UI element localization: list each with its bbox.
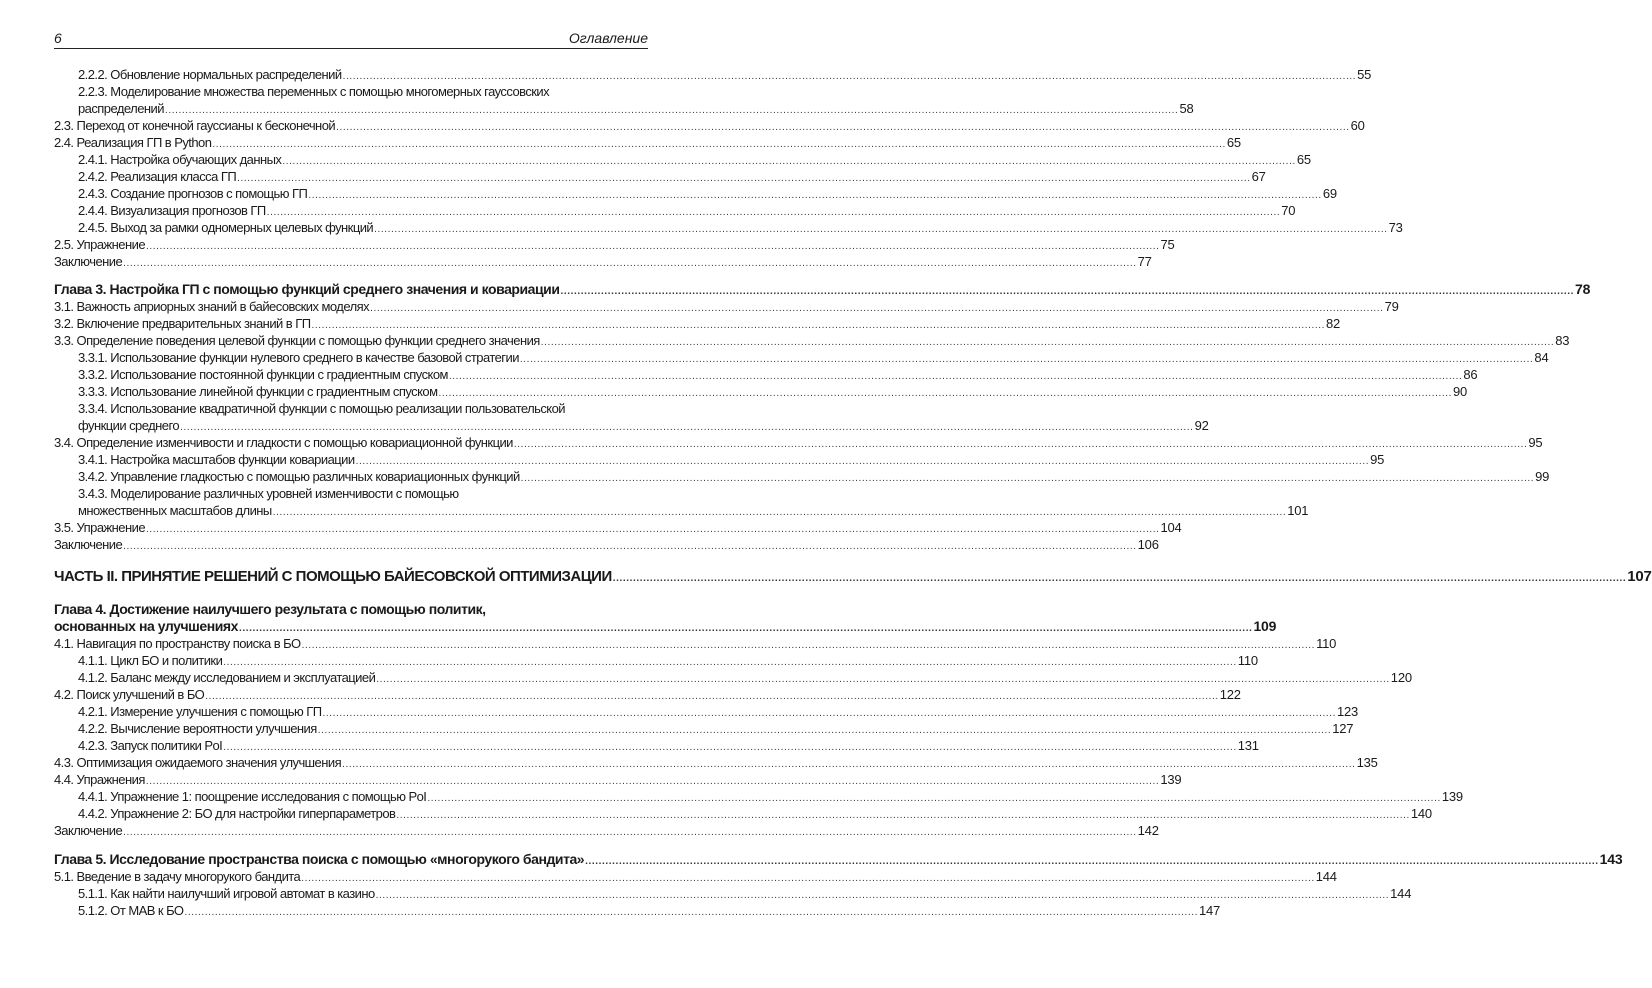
toc-line bbox=[54, 652, 1258, 669]
entry-page-number: 84 bbox=[1534, 350, 1549, 365]
entry-title: 4.4.1. Упражнение 1: поощрение исследования с помощью PoI bbox=[78, 789, 427, 804]
toc-entry[interactable] bbox=[54, 236, 1175, 253]
toc-line bbox=[54, 219, 1403, 236]
entry-title: 2.3. Переход от конечной гауссианы к бесконечной bbox=[54, 118, 336, 133]
toc-line bbox=[54, 771, 1182, 788]
toc-line bbox=[54, 66, 1372, 83]
entry-page-number: 139 bbox=[1160, 772, 1182, 787]
dot-leader: ............................................................................................................................................................................................................................................................................................................ bbox=[184, 907, 1198, 918]
entry-page-number: 120 bbox=[1390, 670, 1412, 685]
toc-line bbox=[54, 502, 1309, 519]
entry-page-number: 67 bbox=[1251, 169, 1266, 184]
entry-title: 4.2. Поиск улучшений в БО bbox=[54, 687, 205, 702]
dot-leader: ............................................................................................................................................................................................................................................................................................................ bbox=[376, 674, 1390, 685]
toc-line bbox=[54, 253, 1152, 270]
toc-line bbox=[54, 400, 648, 417]
entry-title: 2.4.4. Визуализация прогнозов ГП bbox=[78, 203, 266, 218]
entry-page-number: 142 bbox=[1137, 823, 1159, 838]
entry-page-number: 82 bbox=[1326, 316, 1341, 331]
entry-title: 3.3.4. Использование квадратичной функции с помощью реализации пользовательской bbox=[78, 401, 565, 416]
dot-leader: ............................................................................................................................................................................................................................................................................................................ bbox=[238, 623, 1253, 634]
entry-page-number: 70 bbox=[1281, 203, 1296, 218]
entry-title: 3.5. Упражнение bbox=[54, 520, 145, 535]
toc-line bbox=[54, 519, 1182, 536]
entry-page-number: 144 bbox=[1390, 886, 1412, 901]
entry-page-number: 78 bbox=[1574, 281, 1591, 297]
toc-line bbox=[54, 366, 1478, 383]
toc-line bbox=[54, 383, 1468, 400]
entry-page-number: 65 bbox=[1226, 135, 1241, 150]
dot-leader: ............................................................................................................................................................................................................................................................................................................ bbox=[272, 507, 1287, 518]
entry-title: 3.3.1. Использование функции нулевого среднего в качестве базовой стратегии bbox=[78, 350, 519, 365]
dot-leader: ............................................................................................................................................................................................................................................................................................................ bbox=[342, 71, 1357, 82]
dot-leader: ............................................................................................................................................................................................................................................................................................................ bbox=[396, 810, 1410, 821]
entry-page-number: 106 bbox=[1137, 537, 1159, 552]
toc-line bbox=[54, 703, 1359, 720]
toc-entry[interactable] bbox=[54, 315, 1341, 332]
dot-leader: ............................................................................................................................................................................................................................................................................................................ bbox=[342, 759, 1356, 770]
entry-title: Глава 3. Настройка ГП с помощью функций среднего значения и ковариации bbox=[54, 281, 560, 297]
toc-line bbox=[54, 117, 1365, 134]
toc-entry[interactable] bbox=[54, 434, 1543, 451]
entry-page-number: 104 bbox=[1160, 520, 1182, 535]
toc-line bbox=[54, 568, 1652, 586]
entry-page-number: 77 bbox=[1137, 254, 1152, 269]
entry-page-number: 92 bbox=[1194, 418, 1209, 433]
dot-leader: ............................................................................................................................................................................................................................................................................................................ bbox=[427, 793, 1441, 804]
toc-entry[interactable] bbox=[54, 754, 1378, 771]
entry-title: 2.4.1. Настройка обучающих данных bbox=[78, 152, 282, 167]
toc-entry[interactable] bbox=[54, 652, 1258, 669]
toc-line bbox=[54, 185, 1337, 202]
toc-entry[interactable] bbox=[54, 868, 1337, 885]
dot-leader: ............................................................................................................................................................................................................................................................................................................ bbox=[146, 241, 1160, 252]
dot-leader: ............................................................................................................................................................................................................................................................................................................ bbox=[237, 173, 1251, 184]
toc-entry[interactable] bbox=[54, 185, 1337, 202]
toc-entry[interactable] bbox=[54, 117, 1365, 134]
running-header bbox=[54, 30, 648, 49]
entry-page-number: 131 bbox=[1237, 738, 1259, 753]
dot-leader: ............................................................................................................................................................................................................................................................................................................ bbox=[311, 320, 1326, 331]
toc-entry[interactable] bbox=[54, 451, 1385, 468]
dot-leader: ............................................................................................................................................................................................................................................................................................................ bbox=[212, 139, 1226, 150]
toc-entry[interactable] bbox=[54, 885, 1412, 902]
toc-line bbox=[54, 451, 1385, 468]
entry-page-number: 99 bbox=[1535, 469, 1550, 484]
toc-line bbox=[54, 83, 648, 100]
toc-entry[interactable] bbox=[54, 66, 1372, 83]
entry-page-number: 83 bbox=[1555, 333, 1570, 348]
toc-entry[interactable] bbox=[54, 219, 1403, 236]
entry-title: Заключение bbox=[54, 537, 123, 552]
dot-leader: ............................................................................................................................................................................................................................................................................................................ bbox=[317, 725, 1332, 736]
entry-title: Заключение bbox=[54, 823, 123, 838]
entry-title: 4.4. Упражнения bbox=[54, 772, 145, 787]
entry-title: 4.1.1. Цикл БО и политики bbox=[78, 653, 223, 668]
toc-entry[interactable] bbox=[54, 568, 1652, 586]
toc-entry[interactable] bbox=[54, 635, 1337, 652]
toc-entry[interactable] bbox=[54, 400, 1209, 434]
entry-title: 2.4.3. Создание прогнозов с помощью ГП bbox=[78, 186, 308, 201]
dot-leader: ............................................................................................................................................................................................................................................................................................................ bbox=[448, 371, 1463, 382]
toc-line bbox=[54, 635, 1337, 652]
dot-leader: ............................................................................................................................................................................................................................................................................................................ bbox=[123, 541, 1137, 552]
toc-entry[interactable] bbox=[54, 202, 1296, 219]
dot-leader: ............................................................................................................................................................................................................................................................................................................ bbox=[355, 456, 1370, 467]
entry-page-number: 123 bbox=[1337, 704, 1359, 719]
toc-entry[interactable] bbox=[54, 468, 1550, 485]
dot-leader: ............................................................................................................................................................................................................................................................................................................ bbox=[301, 640, 1316, 651]
entry-page-number: 95 bbox=[1528, 435, 1543, 450]
toc-entry[interactable] bbox=[54, 485, 1309, 519]
toc-entry[interactable] bbox=[54, 366, 1478, 383]
entry-title: 5.1. Введение в задачу многорукого бандита bbox=[54, 869, 301, 884]
entry-page-number: 144 bbox=[1315, 869, 1337, 884]
dot-leader: ............................................................................................................................................................................................................................................................................................................ bbox=[560, 286, 1574, 297]
entry-page-number: 127 bbox=[1332, 721, 1354, 736]
dot-leader: ............................................................................................................................................................................................................................................................................................................ bbox=[540, 337, 1555, 348]
toc-entry[interactable] bbox=[54, 601, 1277, 635]
toc-line bbox=[54, 298, 1399, 315]
toc-entry[interactable] bbox=[54, 686, 1241, 703]
dot-leader: ............................................................................................................................................................................................................................................................................................................ bbox=[282, 156, 1296, 167]
entry-title: 3.2. Включение предварительных знаний в ГП bbox=[54, 316, 311, 331]
toc-line bbox=[54, 332, 1570, 349]
dot-leader: ............................................................................................................................................................................................................................................................................................................ bbox=[223, 742, 1237, 753]
entry-page-number: 75 bbox=[1160, 237, 1175, 252]
toc-entry[interactable] bbox=[54, 536, 1159, 553]
toc-entry[interactable] bbox=[54, 851, 1623, 868]
entry-page-number: 109 bbox=[1253, 618, 1277, 634]
page-number: 6 bbox=[54, 30, 62, 46]
entry-page-number: 107 bbox=[1627, 568, 1652, 585]
entry-title: 3.3.2. Использование постоянной функции с градиентным спуском bbox=[78, 367, 448, 382]
toc-line bbox=[54, 315, 1341, 332]
entry-title: 2.5. Упражнение bbox=[54, 237, 145, 252]
entry-title: 4.1.2. Баланс между исследованием и эксплуатацией bbox=[78, 670, 376, 685]
toc-line bbox=[54, 151, 1311, 168]
entry-title: 2.4.5. Выход за рамки одномерных целевых функций bbox=[78, 220, 374, 235]
toc-entry[interactable] bbox=[54, 720, 1354, 737]
entry-page-number: 110 bbox=[1237, 653, 1258, 668]
dot-leader: ............................................................................................................................................................................................................................................................................................................ bbox=[585, 856, 1599, 867]
dot-leader: ............................................................................................................................................................................................................................................................................................................ bbox=[123, 827, 1137, 838]
entry-page-number: 101 bbox=[1287, 503, 1309, 518]
entry-page-number: 69 bbox=[1322, 186, 1337, 201]
entry-page-number: 90 bbox=[1452, 384, 1468, 399]
entry-page-number: 135 bbox=[1356, 755, 1378, 770]
dot-leader: ............................................................................................................................................................................................................................................................................................................ bbox=[513, 439, 1528, 450]
toc-line bbox=[54, 601, 648, 618]
entry-title: 3.4.1. Настройка масштабов функции ковариации bbox=[78, 452, 355, 467]
toc-line bbox=[54, 805, 1432, 822]
toc-line bbox=[54, 868, 1337, 885]
toc-entry[interactable] bbox=[54, 281, 1591, 298]
dot-leader: ............................................................................................................................................................................................................................................................................................................ bbox=[336, 122, 1350, 133]
toc-entry[interactable] bbox=[54, 298, 1399, 315]
entry-title: 4.2.3. Запуск политики PoI bbox=[78, 738, 223, 753]
dot-leader: ............................................................................................................................................................................................................................................................................................................ bbox=[266, 207, 1281, 218]
dot-leader: ............................................................................................................................................................................................................................................................................................................ bbox=[375, 890, 1390, 901]
entry-title: 2.4. Реализация ГП в Python bbox=[54, 135, 212, 150]
dot-leader: ............................................................................................................................................................................................................................................................................................................ bbox=[519, 354, 1534, 365]
dot-leader: ............................................................................................................................................................................................................................................................................................................ bbox=[520, 473, 1535, 484]
dot-leader: ............................................................................................................................................................................................................................................................................................................ bbox=[146, 524, 1160, 535]
dot-leader: ............................................................................................................................................................................................................................................................................................................ bbox=[123, 258, 1137, 269]
dot-leader: ............................................................................................................................................................................................................................................................................................................ bbox=[322, 708, 1336, 719]
toc-line bbox=[54, 885, 1412, 902]
entry-title: Глава 4. Достижение наилучшего результата с помощью политик, bbox=[54, 601, 486, 617]
toc-line bbox=[54, 202, 1296, 219]
toc-line bbox=[54, 468, 1550, 485]
entry-page-number: 86 bbox=[1463, 367, 1478, 382]
toc-entry[interactable] bbox=[54, 168, 1266, 185]
entry-page-number: 55 bbox=[1357, 67, 1372, 82]
entry-page-number: 147 bbox=[1199, 903, 1221, 918]
toc-entry[interactable] bbox=[54, 669, 1412, 686]
dot-leader: ............................................................................................................................................................................................................................................................................................................ bbox=[301, 873, 1315, 884]
toc-line bbox=[54, 485, 648, 502]
entry-page-number: 58 bbox=[1179, 101, 1194, 116]
entry-title: 2.2.2. Обновление нормальных распределений bbox=[78, 67, 342, 82]
toc-line bbox=[54, 417, 1209, 434]
entry-page-number: 140 bbox=[1410, 806, 1432, 821]
toc-line bbox=[54, 788, 1463, 805]
toc-entry[interactable] bbox=[54, 788, 1463, 805]
dot-leader: ............................................................................................................................................................................................................................................................................................................ bbox=[612, 573, 1627, 584]
toc-entry[interactable] bbox=[54, 737, 1259, 754]
toc-line bbox=[54, 720, 1354, 737]
toc-entry[interactable] bbox=[54, 822, 1159, 839]
entry-page-number: 73 bbox=[1388, 220, 1403, 235]
entry-title: Заключение bbox=[54, 254, 123, 269]
dot-leader: ............................................................................................................................................................................................................................................................................................................ bbox=[145, 776, 1160, 787]
entry-title: основанных на улучшениях bbox=[54, 618, 238, 634]
entry-title: ЧАСТЬ II. ПРИНЯТИЕ РЕШЕНИЙ С ПОМОЩЬЮ БАЙЕСОВСКОЙ ОПТИМИЗАЦИИ bbox=[54, 568, 612, 585]
entry-title: распределений bbox=[78, 101, 164, 116]
dot-leader: ............................................................................................................................................................................................................................................................................................................ bbox=[370, 303, 1384, 314]
toc-entry[interactable] bbox=[54, 332, 1570, 349]
dot-leader: ............................................................................................................................................................................................................................................................................................................ bbox=[180, 422, 1194, 433]
entry-title: 3.4.3. Моделирование различных уровней изменчивости с помощью bbox=[78, 486, 459, 501]
entry-title: функции среднего bbox=[78, 418, 180, 433]
entry-page-number: 60 bbox=[1350, 118, 1365, 133]
toc-entry[interactable] bbox=[54, 519, 1182, 536]
toc-entry[interactable] bbox=[54, 83, 1194, 117]
entry-page-number: 143 bbox=[1599, 851, 1623, 867]
entry-page-number: 122 bbox=[1219, 687, 1241, 702]
entry-title: множественных масштабов длины bbox=[78, 503, 272, 518]
toc-entry[interactable] bbox=[54, 771, 1182, 788]
toc-entry[interactable] bbox=[54, 349, 1549, 366]
entry-title: 4.2.2. Вычисление вероятности улучшения bbox=[78, 721, 317, 736]
toc-line bbox=[54, 168, 1266, 185]
table-of-contents bbox=[54, 66, 1652, 919]
toc-line bbox=[54, 349, 1549, 366]
toc-line bbox=[54, 236, 1175, 253]
toc-line bbox=[54, 281, 1591, 298]
toc-entry[interactable] bbox=[54, 703, 1359, 720]
dot-leader: ............................................................................................................................................................................................................................................................................................................ bbox=[374, 224, 1388, 235]
toc-line bbox=[54, 737, 1259, 754]
toc-line bbox=[54, 902, 1221, 919]
entry-title: 5.1.1. Как найти наилучший игровой автомат в казино bbox=[78, 886, 375, 901]
toc-line bbox=[54, 134, 1241, 151]
running-title: Оглавление bbox=[568, 30, 648, 46]
entry-page-number: 79 bbox=[1384, 299, 1399, 314]
entry-title: 2.2.3. Моделирование множества переменных с помощью многомерных гауссовских bbox=[78, 84, 550, 99]
entry-page-number: 95 bbox=[1370, 452, 1385, 467]
entry-page-number: 139 bbox=[1441, 789, 1463, 804]
toc-line bbox=[54, 434, 1543, 451]
toc-entry[interactable] bbox=[54, 151, 1311, 168]
toc-entry[interactable] bbox=[54, 253, 1152, 270]
toc-line bbox=[54, 686, 1241, 703]
dot-leader: ............................................................................................................................................................................................................................................................................................................ bbox=[438, 388, 1452, 399]
entry-title: 3.1. Важность априорных знаний в байесовских моделях bbox=[54, 299, 370, 314]
toc-line bbox=[54, 618, 1277, 635]
entry-title: 4.1. Навигация по пространству поиска в БО bbox=[54, 636, 301, 651]
entry-title: 3.4. Определение изменчивости и гладкости с помощью ковариационной функции bbox=[54, 435, 513, 450]
entry-page-number: 110 bbox=[1316, 636, 1337, 651]
entry-title: 5.1.2. От МАВ к БО bbox=[78, 903, 184, 918]
toc-line bbox=[54, 100, 1194, 117]
toc-entry[interactable] bbox=[54, 383, 1468, 400]
entry-title: 3.4.2. Управление гладкостью с помощью различных ковариационных функций bbox=[78, 469, 520, 484]
dot-leader: ............................................................................................................................................................................................................................................................................................................ bbox=[205, 691, 1219, 702]
entry-title: 2.4.2. Реализация класса ГП bbox=[78, 169, 237, 184]
entry-title: 4.4.2. Упражнение 2: БО для настройки гиперпараметров bbox=[78, 806, 396, 821]
entry-title: 4.2.1. Измерение улучшения с помощью ГП bbox=[78, 704, 322, 719]
toc-entry[interactable] bbox=[54, 902, 1221, 919]
toc-line bbox=[54, 536, 1159, 553]
entry-title: 3.3. Определение поведения целевой функции с помощью функции среднего значения bbox=[54, 333, 540, 348]
toc-line bbox=[54, 822, 1159, 839]
toc-line bbox=[54, 669, 1412, 686]
dot-leader: ............................................................................................................................................................................................................................................................................................................ bbox=[164, 105, 1179, 116]
toc-line bbox=[54, 851, 1623, 868]
entry-title: Глава 5. Исследование пространства поиска с помощью «многорукого бандита» bbox=[54, 851, 585, 867]
dot-leader: ............................................................................................................................................................................................................................................................................................................ bbox=[308, 190, 1322, 201]
toc-entry[interactable] bbox=[54, 805, 1432, 822]
entry-title: 4.3. Оптимизация ожидаемого значения улучшения bbox=[54, 755, 342, 770]
dot-leader: ............................................................................................................................................................................................................................................................................................................ bbox=[223, 657, 1237, 668]
toc-line bbox=[54, 754, 1378, 771]
toc-entry[interactable] bbox=[54, 134, 1241, 151]
entry-title: 3.3.3. Использование линейной функции с градиентным спуском bbox=[78, 384, 438, 399]
entry-page-number: 65 bbox=[1296, 152, 1311, 167]
